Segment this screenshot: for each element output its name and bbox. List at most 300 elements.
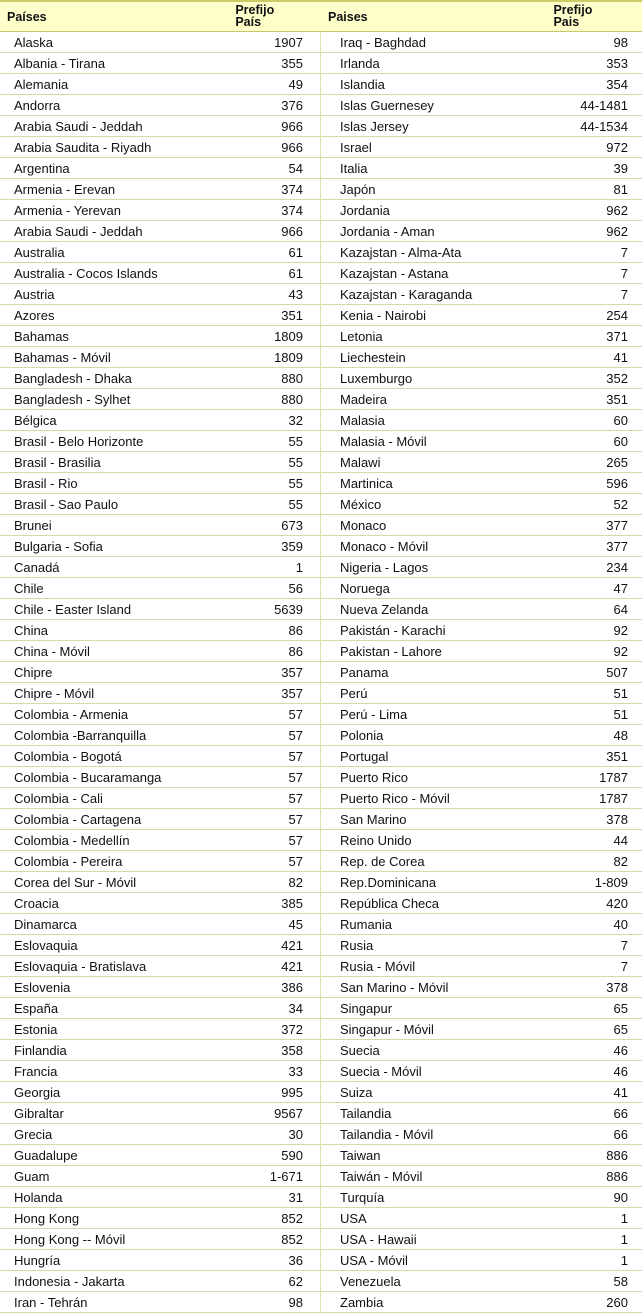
table-row xyxy=(321,1019,642,1040)
table-row xyxy=(321,704,642,725)
table-row xyxy=(0,935,320,956)
table-row xyxy=(0,620,320,641)
table-row xyxy=(0,641,320,662)
prefix-cell: 1787 xyxy=(599,790,628,806)
table-row xyxy=(0,452,320,473)
country-cell: Singapur - Móvil xyxy=(340,1021,434,1037)
prefix-cell: 1907 xyxy=(274,34,303,50)
country-cell: Georgia xyxy=(14,1084,61,1100)
country-cell: Hong Kong -- Móvil xyxy=(14,1231,126,1247)
country-cell: Suecia - Móvil xyxy=(340,1063,422,1079)
prefix-cell: 357 xyxy=(281,685,303,701)
table-row xyxy=(0,704,320,725)
country-cell: Monaco - Móvil xyxy=(340,538,429,554)
country-cell: Arabia Saudi - Jeddah xyxy=(14,223,143,239)
country-cell: Monaco xyxy=(340,517,387,533)
prefix-cell: 57 xyxy=(288,790,303,806)
country-cell: Colombia - Cali xyxy=(14,790,103,806)
prefix-cell: 66 xyxy=(613,1105,628,1121)
table-row xyxy=(321,725,642,746)
prefix-cell: 995 xyxy=(281,1084,303,1100)
prefix-cell: 56 xyxy=(288,580,303,596)
table-row xyxy=(321,578,642,599)
prefix-cell: 66 xyxy=(613,1126,628,1142)
header-prefix-left-line1: Prefijo xyxy=(235,3,275,17)
prefix-cell: 351 xyxy=(606,748,628,764)
country-cell: Puerto Rico xyxy=(340,769,408,785)
table-row xyxy=(321,830,642,851)
table-row xyxy=(0,662,320,683)
prefix-cell: 1 xyxy=(620,1252,628,1268)
country-cell: Alaska xyxy=(14,34,54,50)
country-cell: USA - Hawaii xyxy=(340,1231,417,1247)
country-cell: Rep.Dominicana xyxy=(340,874,437,890)
table-row xyxy=(0,977,320,998)
table-row xyxy=(0,179,320,200)
prefix-cell: 86 xyxy=(288,622,303,638)
header-prefix-right-line1: Prefijo xyxy=(553,3,593,17)
table-row xyxy=(0,1082,320,1103)
country-cell: Colombia -Barranquilla xyxy=(14,727,147,743)
prefix-cell: 1809 xyxy=(274,349,303,365)
country-cell: USA - Móvil xyxy=(340,1252,408,1268)
prefix-cell: 49 xyxy=(288,76,303,92)
table-row xyxy=(0,830,320,851)
prefix-cell: 60 xyxy=(613,433,628,449)
prefix-cell: 1 xyxy=(620,1210,628,1226)
country-cell: Hungría xyxy=(14,1252,61,1268)
table-row xyxy=(321,767,642,788)
table-row xyxy=(321,452,642,473)
prefix-cell: 55 xyxy=(288,496,303,512)
prefix-cell: 1 xyxy=(620,1231,628,1247)
table-row xyxy=(0,746,320,767)
prefix-cell: 351 xyxy=(281,307,303,323)
country-cell: México xyxy=(340,496,382,512)
country-cell: Kazajstan - Karaganda xyxy=(340,286,473,302)
country-cell: Iran - Tehrán xyxy=(14,1294,88,1310)
country-cell: Chile xyxy=(14,580,44,596)
country-cell: Colombia - Armenia xyxy=(14,706,129,722)
prefix-cell: 374 xyxy=(281,202,303,218)
prefix-cell: 354 xyxy=(606,76,628,92)
country-cell: Chile - Easter Island xyxy=(14,601,132,617)
table-row xyxy=(321,809,642,830)
prefix-cell: 386 xyxy=(281,979,303,995)
country-cell: Albania - Tirana xyxy=(14,55,106,71)
country-cell: San Marino - Móvil xyxy=(340,979,449,995)
table-row xyxy=(321,1145,642,1166)
country-cell: China - Móvil xyxy=(14,643,90,659)
prefix-cell: 31 xyxy=(288,1189,303,1205)
country-cell: Corea del Sur - Móvil xyxy=(14,874,137,890)
country-cell: República Checa xyxy=(340,895,440,911)
table-row xyxy=(321,74,642,95)
prefix-cell: 44 xyxy=(613,832,628,848)
country-cell: Argentina xyxy=(14,160,70,176)
table-row xyxy=(321,305,642,326)
table-row xyxy=(321,1250,642,1271)
country-cell: Rusia - Móvil xyxy=(340,958,416,974)
prefix-cell: 46 xyxy=(613,1042,628,1058)
prefix-cell: 82 xyxy=(613,853,628,869)
prefix-cell: 98 xyxy=(613,34,628,50)
country-cell: Guadalupe xyxy=(14,1147,78,1163)
prefix-cell: 886 xyxy=(606,1168,628,1184)
table-body xyxy=(0,32,642,1313)
country-cell: Alemania xyxy=(14,76,69,92)
country-cell: Islandia xyxy=(340,76,385,92)
country-cell: USA xyxy=(340,1210,367,1226)
prefix-cell: 260 xyxy=(606,1294,628,1310)
table-row xyxy=(0,95,320,116)
prefix-cell: 62 xyxy=(288,1273,303,1289)
table-row xyxy=(0,1040,320,1061)
prefix-cell: 61 xyxy=(288,244,303,260)
table-row xyxy=(0,347,320,368)
country-cell: Croacia xyxy=(14,895,59,911)
table-row xyxy=(321,683,642,704)
prefix-cell: 374 xyxy=(281,181,303,197)
prefix-cell: 880 xyxy=(281,370,303,386)
table-row xyxy=(321,872,642,893)
table-row xyxy=(0,536,320,557)
country-cell: Islas Guernesey xyxy=(340,97,434,113)
table-row xyxy=(0,137,320,158)
prefix-cell: 43 xyxy=(288,286,303,302)
country-cell: Arabia Saudi - Jeddah xyxy=(14,118,143,134)
table-row xyxy=(0,1208,320,1229)
table-row xyxy=(321,788,642,809)
table-row xyxy=(321,158,642,179)
country-cell: Pakistan - Lahore xyxy=(340,643,442,659)
table-row xyxy=(0,1166,320,1187)
table-row xyxy=(321,95,642,116)
table-row xyxy=(0,599,320,620)
table-row xyxy=(321,557,642,578)
country-cell: Armenia - Erevan xyxy=(14,181,116,197)
table-row xyxy=(321,179,642,200)
country-cell: Colombia - Medellín xyxy=(14,832,130,848)
country-cell: Rep. de Corea xyxy=(340,853,425,869)
country-cell: Luxemburgo xyxy=(340,370,413,386)
country-cell: Pakistán - Karachi xyxy=(340,622,446,638)
table-row xyxy=(0,389,320,410)
country-cell: Jordania xyxy=(340,202,390,218)
country-cell: Austria xyxy=(14,286,55,302)
table-row xyxy=(0,1103,320,1124)
prefix-cell: 30 xyxy=(288,1126,303,1142)
prefix-cell: 5639 xyxy=(274,601,303,617)
prefix-cell: 39 xyxy=(613,160,628,176)
table-row xyxy=(0,1061,320,1082)
prefix-cell: 359 xyxy=(281,538,303,554)
country-cell: Colombia - Bogotá xyxy=(14,748,122,764)
table-row xyxy=(321,914,642,935)
table-row xyxy=(0,200,320,221)
prefix-cell: 44-1481 xyxy=(580,97,628,113)
country-cell: Holanda xyxy=(14,1189,63,1205)
country-cell: Colombia - Bucaramanga xyxy=(14,769,162,785)
country-cell: Gibraltar xyxy=(14,1105,64,1121)
prefix-cell: 86 xyxy=(288,643,303,659)
country-cell: Arabia Saudita - Riyadh xyxy=(14,139,152,155)
country-cell: China xyxy=(14,622,48,638)
table-row xyxy=(0,368,320,389)
country-cell: Taiwán - Móvil xyxy=(340,1168,423,1184)
prefix-cell: 352 xyxy=(606,370,628,386)
country-cell: Polonia xyxy=(340,727,384,743)
table-row xyxy=(0,326,320,347)
country-cell: San Marino xyxy=(340,811,407,827)
country-cell: Eslovaquia - Bratislava xyxy=(14,958,147,974)
country-cell: Colombia - Cartagena xyxy=(14,811,142,827)
country-cell: Armenia - Yerevan xyxy=(14,202,121,218)
table-row xyxy=(0,767,320,788)
prefix-cell: 385 xyxy=(281,895,303,911)
table-row xyxy=(321,473,642,494)
country-cell: Bangladesh - Sylhet xyxy=(14,391,131,407)
prefix-cell: 353 xyxy=(606,55,628,71)
country-cell: Singapur xyxy=(340,1000,393,1016)
table-row xyxy=(0,1250,320,1271)
prefix-cell: 234 xyxy=(606,559,628,575)
prefix-cell: 421 xyxy=(281,937,303,953)
country-cell: Reino Unido xyxy=(340,832,412,848)
prefix-cell: 378 xyxy=(606,979,628,995)
country-cell: Azores xyxy=(14,307,55,323)
prefix-cell: 590 xyxy=(281,1147,303,1163)
table-row xyxy=(321,200,642,221)
country-cell: Estonia xyxy=(14,1021,58,1037)
header-country-right xyxy=(321,2,548,31)
prefix-cell: 51 xyxy=(613,706,628,722)
country-cell: Liechestein xyxy=(340,349,406,365)
country-cell: Islas Jersey xyxy=(340,118,409,134)
prefix-cell: 7 xyxy=(620,244,628,260)
table-row xyxy=(321,536,642,557)
country-cell: Panama xyxy=(340,664,389,680)
prefix-cell: 51 xyxy=(613,685,628,701)
table-row xyxy=(321,1082,642,1103)
country-cell: Suecia xyxy=(340,1042,380,1058)
prefix-cell: 57 xyxy=(288,832,303,848)
country-cell: Rumania xyxy=(340,916,393,932)
header-country-right-label: Paises xyxy=(328,10,368,24)
table-row xyxy=(0,851,320,872)
table-row xyxy=(321,893,642,914)
table-row xyxy=(321,137,642,158)
country-cell: Tailandia xyxy=(340,1105,392,1121)
table-row xyxy=(321,431,642,452)
prefix-cell: 372 xyxy=(281,1021,303,1037)
table-row xyxy=(0,74,320,95)
country-cell: Italia xyxy=(340,160,368,176)
table-row xyxy=(0,242,320,263)
table-row xyxy=(0,1271,320,1292)
country-cell: Brasil - Sao Paulo xyxy=(14,496,119,512)
prefix-cell: 55 xyxy=(288,475,303,491)
prefix-cell: 1787 xyxy=(599,769,628,785)
prefix-cell: 351 xyxy=(606,391,628,407)
table-row xyxy=(321,1229,642,1250)
country-cell: Kenia - Nairobi xyxy=(340,307,426,323)
prefix-cell: 265 xyxy=(606,454,628,470)
country-cell: Kazajstan - Astana xyxy=(340,265,449,281)
prefix-cell: 40 xyxy=(613,916,628,932)
table-row xyxy=(321,410,642,431)
prefix-cell: 41 xyxy=(613,1084,628,1100)
prefix-cell: 45 xyxy=(288,916,303,932)
country-cell: Chipre xyxy=(14,664,53,680)
prefix-cell: 1-671 xyxy=(269,1168,303,1184)
country-cell: Portugal xyxy=(340,748,389,764)
table-row xyxy=(0,1229,320,1250)
table-row xyxy=(0,116,320,137)
prefix-cell: 55 xyxy=(288,433,303,449)
table-row xyxy=(0,683,320,704)
table-header xyxy=(0,2,642,32)
country-cell: Brasil - Rio xyxy=(14,475,78,491)
country-cell: Perú - Lima xyxy=(340,706,408,722)
prefix-cell: 962 xyxy=(606,202,628,218)
prefix-cell: 7 xyxy=(620,937,628,953)
country-cell: Andorra xyxy=(14,97,61,113)
prefix-cell: 92 xyxy=(613,622,628,638)
country-cell: Zambia xyxy=(340,1294,384,1310)
country-cell: Nigeria - Lagos xyxy=(340,559,429,575)
table-row xyxy=(0,998,320,1019)
table-row xyxy=(0,893,320,914)
table-row xyxy=(0,158,320,179)
prefix-cell: 47 xyxy=(613,580,628,596)
prefix-cell: 65 xyxy=(613,1021,628,1037)
country-cell: Turquía xyxy=(340,1189,385,1205)
prefix-cell: 65 xyxy=(613,1000,628,1016)
table-row xyxy=(0,557,320,578)
left-column xyxy=(0,32,321,1313)
prefix-cell: 1 xyxy=(295,559,303,575)
prefix-cell: 48 xyxy=(613,727,628,743)
header-prefix-left xyxy=(230,2,321,31)
prefix-cell: 377 xyxy=(606,517,628,533)
prefix-cell: 33 xyxy=(288,1063,303,1079)
table-row xyxy=(0,1145,320,1166)
country-cell: Bangladesh - Dhaka xyxy=(14,370,132,386)
table-row xyxy=(321,32,642,53)
country-cell: Irlanda xyxy=(340,55,380,71)
table-row xyxy=(0,32,320,53)
country-cell: Australia xyxy=(14,244,65,260)
prefix-cell: 852 xyxy=(281,1231,303,1247)
country-cell: Rusia xyxy=(340,937,374,953)
table-row xyxy=(0,494,320,515)
header-country-left xyxy=(0,2,230,31)
table-row xyxy=(321,1103,642,1124)
header-prefix-left-line2: País xyxy=(235,15,262,29)
country-cell: Hong Kong xyxy=(14,1210,80,1226)
table-row xyxy=(321,1187,642,1208)
country-cell: Australia - Cocos Islands xyxy=(14,265,158,281)
prefix-cell: 57 xyxy=(288,853,303,869)
table-row xyxy=(321,389,642,410)
country-cell: Puerto Rico - Móvil xyxy=(340,790,450,806)
prefix-cell: 357 xyxy=(281,664,303,680)
table-row xyxy=(321,1061,642,1082)
table-row xyxy=(321,242,642,263)
table-row xyxy=(0,221,320,242)
country-cell: Nueva Zelanda xyxy=(340,601,429,617)
table-row xyxy=(321,368,642,389)
prefix-cell: 254 xyxy=(606,307,628,323)
table-row xyxy=(0,1187,320,1208)
country-cell: Malasia - Móvil xyxy=(340,433,427,449)
country-cell: Indonesia - Jakarta xyxy=(14,1273,125,1289)
prefix-cell: 966 xyxy=(281,118,303,134)
table-row xyxy=(321,620,642,641)
prefix-cell: 98 xyxy=(288,1294,303,1310)
table-row xyxy=(0,788,320,809)
prefix-cell: 82 xyxy=(288,874,303,890)
table-row xyxy=(321,641,642,662)
prefix-cell: 880 xyxy=(281,391,303,407)
country-cell: Dinamarca xyxy=(14,916,77,932)
table-row xyxy=(321,284,642,305)
prefix-cell: 376 xyxy=(281,97,303,113)
table-row xyxy=(321,116,642,137)
country-cell: Eslovaquia xyxy=(14,937,78,953)
prefix-cell: 34 xyxy=(288,1000,303,1016)
table-row xyxy=(321,956,642,977)
country-cell: Bahamas xyxy=(14,328,69,344)
table-row xyxy=(321,1208,642,1229)
prefix-cell: 966 xyxy=(281,139,303,155)
prefix-cell: 52 xyxy=(613,496,628,512)
prefix-cell: 54 xyxy=(288,160,303,176)
table-row xyxy=(0,284,320,305)
country-cell: Brunei xyxy=(14,517,52,533)
prefix-cell: 44-1534 xyxy=(580,118,628,134)
country-cell: Letonia xyxy=(340,328,383,344)
prefix-cell: 673 xyxy=(281,517,303,533)
prefix-cell: 46 xyxy=(613,1063,628,1079)
prefix-cell: 7 xyxy=(620,958,628,974)
country-cell: Kazajstan - Alma-Ata xyxy=(340,244,462,260)
prefix-cell: 852 xyxy=(281,1210,303,1226)
prefix-cell: 57 xyxy=(288,748,303,764)
table-row xyxy=(0,578,320,599)
country-cell: España xyxy=(14,1000,59,1016)
right-column xyxy=(321,32,642,1313)
table-row xyxy=(321,851,642,872)
header-prefix-right xyxy=(548,2,642,31)
table-row xyxy=(0,872,320,893)
country-cell: Brasil - Belo Horizonte xyxy=(14,433,144,449)
prefix-cell: 81 xyxy=(613,181,628,197)
country-cell: Noruega xyxy=(340,580,390,596)
country-cell: Bahamas - Móvil xyxy=(14,349,111,365)
country-cell: Bulgaria - Sofia xyxy=(14,538,103,554)
prefix-cell: 1-809 xyxy=(594,874,628,890)
prefix-cell: 7 xyxy=(620,286,628,302)
table-row xyxy=(321,347,642,368)
table-row xyxy=(0,263,320,284)
prefix-cell: 90 xyxy=(613,1189,628,1205)
country-cell: Madeira xyxy=(340,391,387,407)
country-cell: Japón xyxy=(340,181,376,197)
country-cell: Israel xyxy=(340,139,372,155)
table-row xyxy=(0,53,320,74)
